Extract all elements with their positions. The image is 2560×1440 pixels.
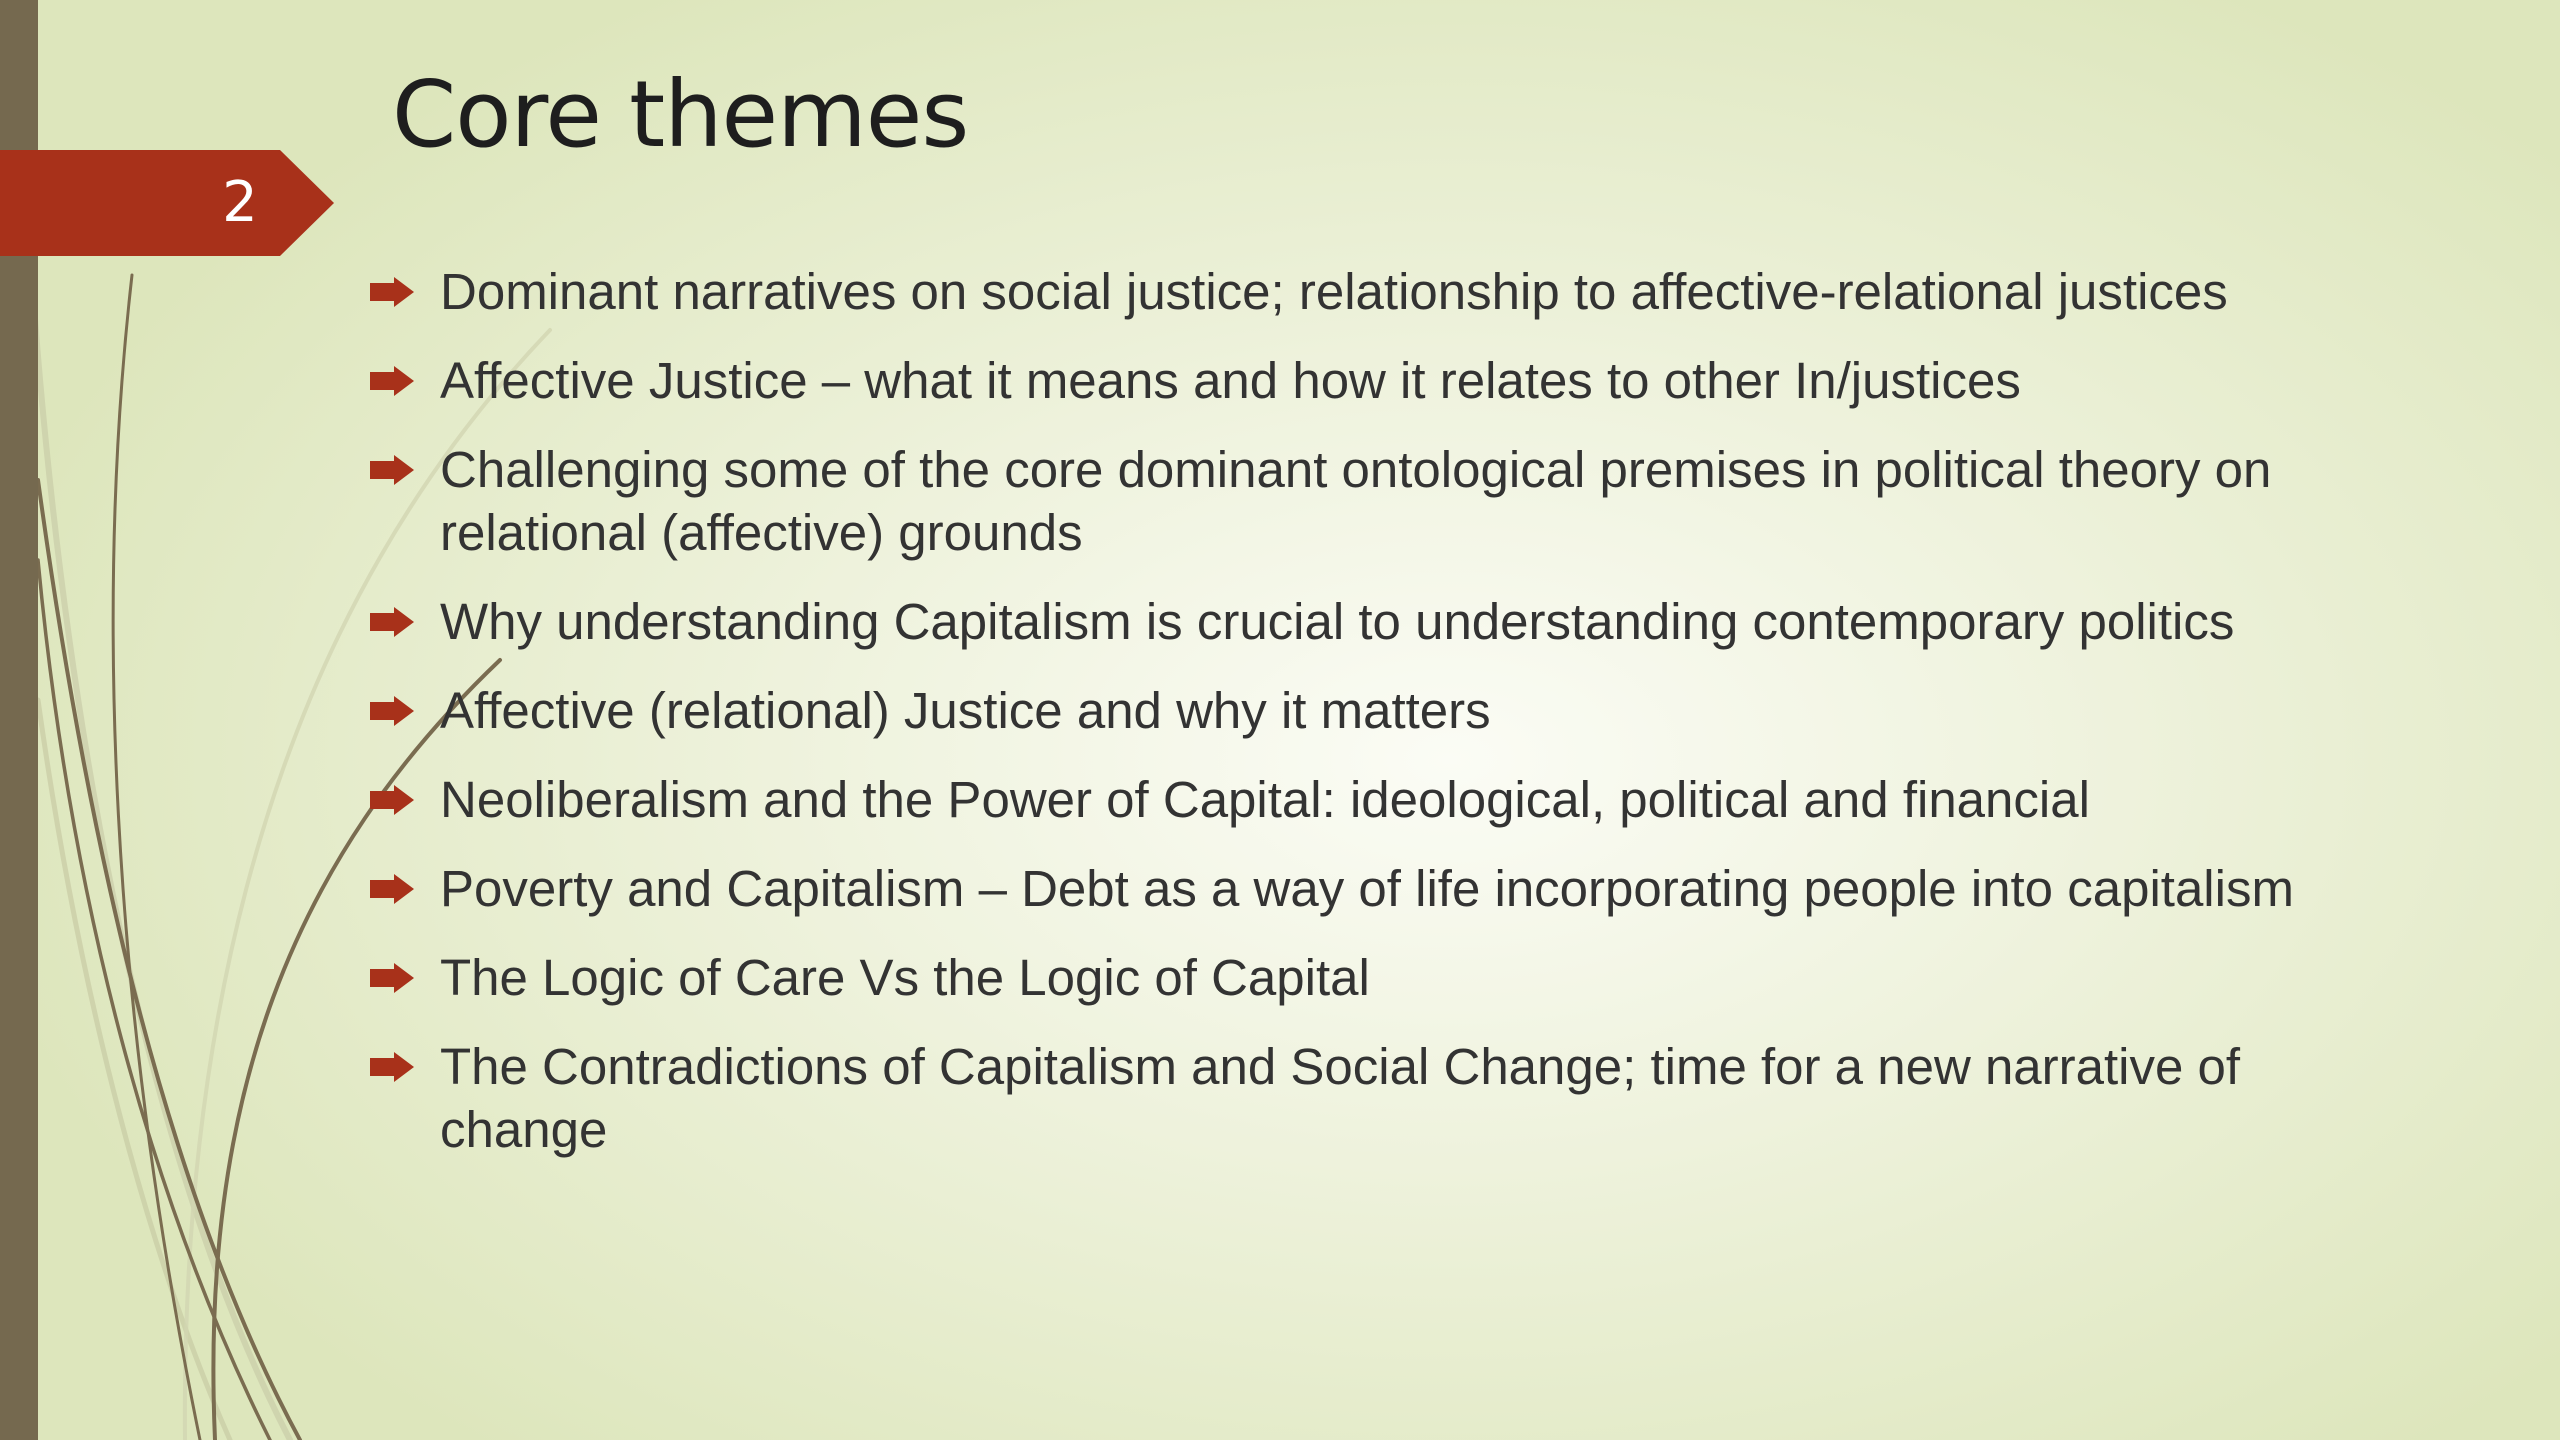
bullet-item: [370, 1035, 2410, 1161]
slide-number: 2: [222, 170, 258, 235]
bullet-item: [370, 590, 2410, 653]
bullet-text: Affective (relational) Justice and why it matters: [440, 682, 1491, 739]
arrow-bullet-icon: [370, 455, 414, 485]
bullet-text: Poverty and Capitalism – Debt as a way of life incorporating people into capitalism: [440, 860, 2294, 917]
bullet-text: Why understanding Capitalism is crucial to understanding contemporary politics: [440, 593, 2235, 650]
slide-number-tab: [0, 150, 334, 256]
bullet-item: [370, 438, 2410, 564]
arrow-bullet-icon: [370, 607, 414, 637]
bullet-text: The Logic of Care Vs the Logic of Capital: [440, 949, 1370, 1006]
arrow-bullet-icon: [370, 277, 414, 307]
bullet-item: [370, 260, 2410, 323]
bullet-text: Challenging some of the core dominant ontological premises in political theory on relational (affective) grounds: [440, 441, 2272, 561]
bullet-item: [370, 768, 2410, 831]
bullet-item: [370, 349, 2410, 412]
bullet-text: Neoliberalism and the Power of Capital: ideological, political and financial: [440, 771, 2090, 828]
arrow-bullet-icon: [370, 1052, 414, 1082]
slide-title: Core themes: [392, 61, 969, 168]
bullet-item: [370, 946, 2410, 1009]
arrow-bullet-icon: [370, 874, 414, 904]
bullet-item: [370, 857, 2410, 920]
bullet-text: Affective Justice – what it means and how it relates to other In/justices: [440, 352, 2021, 409]
arrow-bullet-icon: [370, 366, 414, 396]
bullet-text: Dominant narratives on social justice; relationship to affective-relational justices: [440, 263, 2228, 320]
arrow-bullet-icon: [370, 963, 414, 993]
bullet-list: [370, 260, 2410, 1187]
bullet-item: [370, 679, 2410, 742]
arrow-bullet-icon: [370, 696, 414, 726]
bullet-text: The Contradictions of Capitalism and Social Change; time for a new narrative of change: [440, 1038, 2241, 1158]
arrow-bullet-icon: [370, 785, 414, 815]
